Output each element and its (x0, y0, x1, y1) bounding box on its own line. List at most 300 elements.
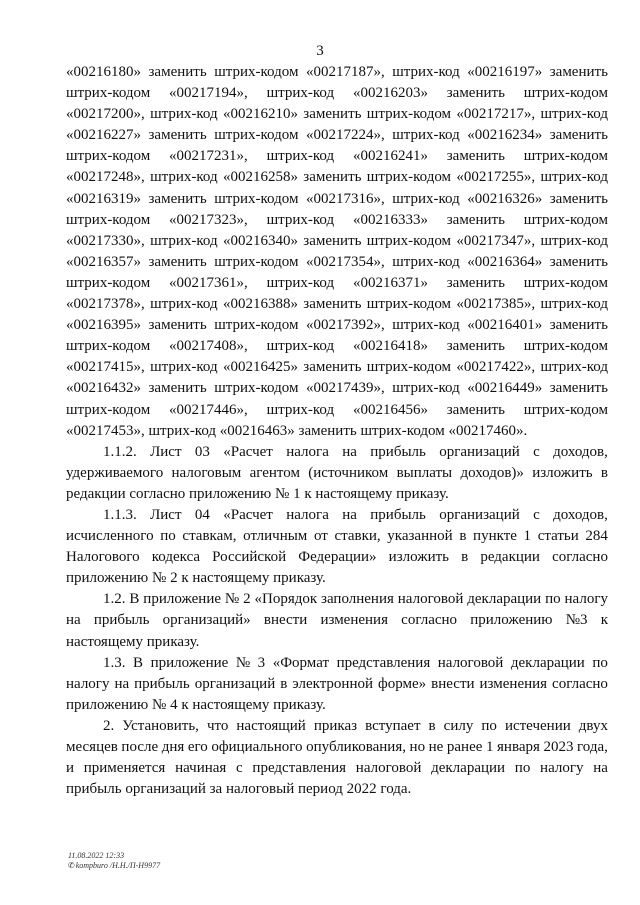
word: «00216326» (467, 190, 543, 207)
word: «00217217», (456, 106, 536, 123)
word: №3 (565, 612, 588, 629)
word: организаций (125, 781, 206, 798)
text-line (66, 146, 608, 167)
word: «Расчет (223, 443, 273, 460)
word: на (593, 760, 608, 777)
word: «00216234» (467, 127, 543, 144)
word: налоговой (397, 591, 464, 608)
word: штрих-код (392, 380, 460, 397)
word: настоящему (192, 570, 270, 587)
word: организаций (439, 443, 520, 460)
paragraph (66, 505, 608, 589)
word: по (592, 654, 608, 671)
word: № (275, 485, 290, 502)
paragraph (66, 442, 608, 505)
word: «00217385», (456, 296, 536, 313)
text-line (66, 653, 608, 674)
word: заменить (303, 359, 362, 376)
word: налоговой (355, 760, 422, 777)
word: месяцев (66, 739, 118, 755)
word: «00216210» (222, 106, 298, 123)
word: «00217323», (169, 211, 248, 228)
word: вступает (365, 717, 421, 734)
word: «00217361», (169, 274, 248, 291)
word: штрих-код (392, 64, 460, 80)
word: приказ (313, 717, 358, 734)
word: приложение (143, 591, 221, 608)
word: «00217392», (305, 317, 385, 334)
word: штрих-кодом (366, 359, 452, 376)
word: к (304, 485, 312, 502)
word: по (160, 528, 176, 545)
word: штрих-код (392, 253, 460, 270)
word: налоговой (437, 654, 504, 671)
word: 1 (523, 528, 532, 545)
paragraph (66, 589, 608, 652)
word: Федерации» (298, 549, 377, 566)
word: «00216340» (222, 232, 298, 249)
word: заменить (148, 317, 207, 334)
word: заменить (298, 422, 357, 439)
word: штрих-код (266, 274, 335, 291)
word: внести (431, 675, 475, 692)
word: «00217378», (66, 296, 145, 313)
word: 1.1.3. (103, 506, 137, 523)
word: изложить (388, 549, 450, 566)
paragraph (66, 716, 608, 800)
word: 4 (170, 696, 178, 713)
word: приказу. (273, 696, 326, 713)
word: штрих-код (150, 106, 218, 123)
word: доходов)» (460, 464, 524, 481)
word: что (206, 717, 229, 734)
word: приказу. (273, 570, 326, 587)
word: «00217248», (66, 169, 145, 186)
word: доходов, (553, 443, 608, 460)
word: по (481, 717, 497, 734)
word: приложение (150, 654, 229, 671)
footer-code-row (68, 861, 160, 871)
word: форме» (378, 675, 427, 692)
word: начиная (175, 760, 227, 777)
word: приказу. (146, 633, 200, 650)
word: штрих-код (266, 338, 335, 355)
word: заменить (446, 85, 505, 102)
footer-timestamp: 11.08.2022 12:33 (68, 851, 125, 860)
word: 03 (194, 443, 210, 460)
word: по (545, 591, 561, 608)
word: налоговым (171, 464, 242, 481)
word: Лист (150, 443, 182, 460)
word: штрих-кодом (214, 253, 299, 270)
word: штрих-код (266, 211, 335, 228)
text-line (66, 125, 608, 146)
word: заменить (549, 253, 608, 270)
word: 2 (243, 591, 251, 608)
word: Российской (212, 549, 287, 566)
word: штрих-кодом (523, 338, 608, 355)
word: прибыль (370, 443, 426, 460)
text-line (66, 273, 608, 294)
text-line (66, 632, 608, 653)
text-line (66, 421, 608, 442)
word: «00217255», (456, 169, 536, 186)
word: штрих-кодом (214, 190, 299, 207)
word: заменить (549, 317, 608, 334)
word: представления (252, 760, 347, 777)
word: «00216449» (467, 380, 543, 397)
word: штрих-кодом (360, 422, 445, 439)
word: штрих-код (266, 148, 335, 165)
word: от (313, 528, 328, 545)
word: период (298, 781, 343, 798)
text-line (66, 210, 608, 231)
word: налогу (66, 675, 110, 692)
word: выплаты (396, 464, 453, 481)
word: статьи (537, 528, 579, 545)
word: агентом (249, 464, 300, 481)
word: в (461, 549, 469, 566)
word: «00217316», (305, 190, 385, 207)
word: штрих-кодом (366, 106, 452, 123)
word: налоговый (225, 781, 295, 798)
word: штрих-код (266, 401, 335, 418)
word: года. (380, 781, 412, 798)
word: 1.3. (103, 654, 126, 671)
word: согласно (552, 549, 608, 566)
word: к (600, 612, 608, 629)
word: заменить (303, 106, 362, 123)
word: электронной (292, 675, 374, 692)
word: штрих-кодом (66, 401, 151, 418)
word: приложению (66, 570, 149, 587)
text-line (66, 231, 608, 252)
word: штрих-код (392, 190, 460, 207)
word: года, (577, 739, 608, 755)
text-line (66, 62, 608, 83)
word: 1 (293, 485, 301, 502)
word: штрих-кодом (366, 169, 452, 186)
word: 2022 (346, 781, 377, 798)
word: штрих-кодом (523, 401, 608, 418)
word: «00217354», (305, 253, 385, 270)
word: исчисленного (66, 528, 154, 545)
word: штрих-код (540, 232, 608, 249)
word: прибыль (134, 675, 190, 692)
word: штрих-код (266, 85, 335, 102)
word: изложить (532, 464, 593, 481)
word: штрих-код (540, 169, 608, 186)
word: «00216227» (66, 127, 141, 144)
word: «00216357» (66, 253, 141, 270)
word: ставкам, (182, 528, 237, 545)
word: но (409, 739, 426, 755)
word: 284 (585, 528, 608, 545)
word: согласно (129, 485, 186, 502)
word: на (114, 675, 130, 692)
word: кодекса (151, 549, 201, 566)
word: прибыль (66, 781, 122, 798)
word: «00216180» (66, 64, 141, 80)
word: «00216241» (352, 148, 428, 165)
paragraph (66, 62, 608, 442)
word: налогу (540, 760, 584, 777)
word: после (121, 739, 159, 755)
word: изменения (320, 612, 388, 629)
word: заменить (446, 338, 505, 355)
word: «00217408», (169, 338, 248, 355)
word: 1.2. (103, 591, 126, 608)
text-line (66, 378, 608, 399)
word: заменить (148, 380, 207, 397)
word: «00216425» (222, 359, 298, 376)
text-line (66, 716, 608, 737)
word: «00216401» (467, 317, 543, 334)
text-line (66, 400, 608, 421)
word: организаций (439, 506, 520, 523)
word: не (428, 739, 444, 755)
word: штрих-кодом (523, 85, 608, 102)
word: «00217422», (456, 359, 536, 376)
word: штрих-код (392, 127, 460, 144)
word: «00216371» (352, 274, 428, 291)
word: «00216418» (352, 338, 428, 355)
word: «00217330», (66, 232, 145, 249)
word: штрих-кодом (66, 211, 151, 228)
word: на (66, 612, 81, 629)
word: «00217415», (66, 359, 145, 376)
text-line (66, 167, 608, 188)
word: В (129, 591, 140, 608)
word: «00217446», (169, 401, 248, 418)
word: налога (286, 506, 329, 523)
word: представления (336, 654, 431, 671)
word: заменить (148, 253, 207, 270)
word: заменить (148, 64, 207, 80)
word: Налогового (66, 549, 140, 566)
word: и (66, 760, 75, 777)
word: штрих-кодом (66, 274, 151, 291)
text-line (66, 83, 608, 104)
text-line (66, 526, 608, 547)
word: заменить (303, 296, 362, 313)
word: приказу. (396, 485, 449, 502)
word: доходов, (553, 506, 608, 523)
text-line (66, 758, 608, 779)
word: «Расчет (223, 506, 273, 523)
word: штрих-код (392, 317, 460, 334)
word: с (533, 506, 540, 523)
word: с (236, 760, 243, 777)
word: заменить (446, 274, 505, 291)
word: в (600, 464, 608, 481)
word: заменить (148, 127, 207, 144)
word: в (428, 717, 436, 734)
word: «Порядок (254, 591, 318, 608)
word: «00217439», (305, 380, 385, 397)
text-line (66, 442, 608, 463)
text-line (66, 315, 608, 336)
document-footer (68, 851, 160, 871)
word: «00217347», (456, 232, 536, 249)
word: «Формат (272, 654, 330, 671)
word: ранее (446, 739, 483, 755)
word: дня (161, 739, 185, 755)
word: на (342, 443, 357, 460)
word: изменения (479, 675, 548, 692)
word: «00216388» (222, 296, 298, 313)
word: 3 (257, 654, 266, 671)
word: штрих-кодом (66, 85, 151, 102)
word: к (181, 570, 189, 587)
text-line (66, 357, 608, 378)
text-line (66, 568, 608, 589)
word: декларации (431, 760, 506, 777)
word: штрих-кодом (523, 148, 608, 165)
word: заменить (549, 190, 608, 207)
word: штрих-код (150, 169, 218, 186)
word: заменить (446, 211, 505, 228)
word: штрих-кодом (366, 232, 452, 249)
word: штрих-кодом (523, 274, 608, 291)
word: штрих-кодом (214, 127, 299, 144)
word: «00216333» (352, 211, 428, 228)
word: опубликования, (306, 739, 406, 755)
word: заменить (446, 401, 505, 418)
word: настоящему (66, 633, 144, 650)
word: «00216203» (352, 85, 428, 102)
word: настоящему (315, 485, 393, 502)
word: «00217460». (448, 422, 528, 439)
word: к (181, 696, 189, 713)
document-icon: ✆ (68, 861, 75, 870)
word: заменить (303, 232, 362, 249)
word: штрих-кодом (214, 380, 299, 397)
word: 04 (194, 506, 210, 523)
word: «00217231», (169, 148, 248, 165)
word: «00217200», (66, 106, 145, 123)
word: 1.1.2. (103, 443, 137, 460)
word: «00216364» (467, 253, 543, 270)
word: штрих-кодом (523, 211, 608, 228)
text-line (66, 737, 608, 758)
word: официального (211, 739, 303, 755)
word: заменить (303, 169, 362, 186)
text-line (66, 463, 608, 484)
word: заменить (549, 380, 608, 397)
word: его (187, 739, 208, 755)
word: «00216463» (219, 422, 295, 439)
word: штрих-кодом (66, 338, 151, 355)
word: января (497, 739, 540, 755)
text-line (66, 252, 608, 273)
word: заменить (549, 64, 608, 80)
word: 1 (485, 739, 494, 755)
footer-code: kompburo /Н.Н./П-Н9977 (75, 861, 161, 870)
word: штрих-код (150, 359, 218, 376)
word: 2 (170, 570, 178, 587)
text-line (66, 674, 608, 695)
word: в (280, 675, 288, 692)
text-line (66, 189, 608, 210)
word: истечении (504, 717, 571, 734)
word: штрих-кодом (214, 317, 299, 334)
word: штрих-код (148, 422, 217, 439)
word: «00216197» (467, 64, 543, 80)
word: внести (263, 612, 308, 629)
word: организаций (194, 675, 276, 692)
word: приложению (66, 696, 149, 713)
word: В (133, 654, 144, 671)
paragraph (66, 653, 608, 716)
word: прибыль (370, 506, 426, 523)
word: налога (286, 443, 329, 460)
word: применяется (83, 760, 166, 777)
text-line (66, 484, 608, 505)
word: «00217224», (305, 127, 385, 144)
word: отличным (243, 528, 308, 545)
word: с (533, 443, 540, 460)
word: приложению (470, 612, 553, 629)
word: «00217194», (169, 85, 248, 102)
word: в (459, 528, 467, 545)
word: согласно (552, 675, 608, 692)
word: приложению (189, 485, 272, 502)
page-number: 3 (316, 43, 324, 59)
word: настоящему (192, 696, 270, 713)
word: организаций» (162, 612, 251, 629)
word: «00216456» (352, 401, 428, 418)
text-line (66, 104, 608, 125)
word: № (152, 570, 167, 587)
word: «00217187», (305, 64, 385, 80)
text-line (66, 779, 608, 800)
word: заменить (446, 148, 505, 165)
word: согласно (401, 612, 458, 629)
word: штрих-кодом (66, 148, 151, 165)
word: декларации (510, 654, 585, 671)
word: заполнения (321, 591, 394, 608)
text-line (66, 505, 608, 526)
word: (источником (308, 464, 389, 481)
word: силу (443, 717, 474, 734)
word: штрих-код (540, 359, 608, 376)
word: пункте (473, 528, 517, 545)
document-body (66, 62, 608, 800)
word: 2. (103, 717, 115, 734)
word: настоящий (236, 717, 306, 734)
word: заменить (148, 190, 207, 207)
word: штрих-код (150, 232, 218, 249)
word: редакции (66, 485, 126, 502)
text-line (66, 610, 608, 631)
word: штрих-код (540, 106, 608, 123)
word: декларации (467, 591, 542, 608)
text-line (66, 294, 608, 315)
word: редакции (480, 549, 540, 566)
word: «00216319» (66, 190, 141, 207)
word: № (235, 654, 251, 671)
word: ставки, (334, 528, 381, 545)
word: 2023 (543, 739, 574, 755)
word: за (209, 781, 223, 798)
word: на (342, 506, 357, 523)
word: «00217453», (66, 422, 145, 439)
word: по (514, 760, 531, 777)
word: штрих-кодом (214, 64, 299, 80)
text-line (66, 336, 608, 357)
word: Установить, (122, 717, 199, 734)
